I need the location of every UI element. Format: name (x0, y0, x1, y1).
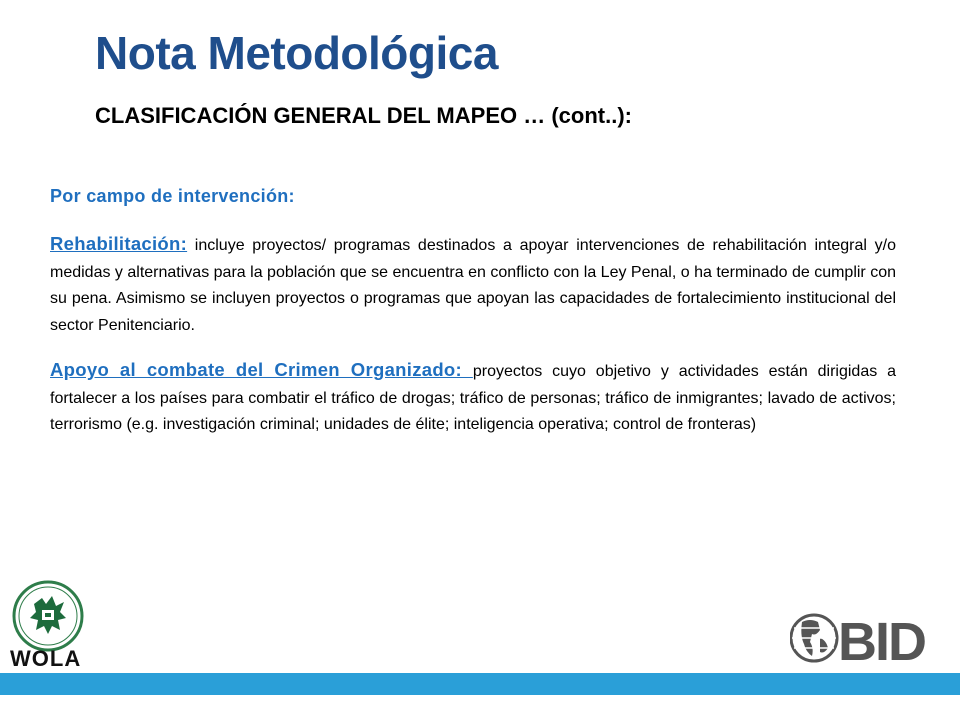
item-text: incluye proyectos/ programas destinados a apoyar intervenciones de rehabilitación integral y/o medidas y alternativas para la población que se encuentra en conflicto con la Ley Penal, o ha terminado de cumplir con su pena. Asimismo se incluyen proyectos o programas que apoyan las capacidades de fortalecimiento institucional del sector Penitenciario. (50, 237, 896, 334)
wola-logo-text: WOLA (10, 646, 82, 671)
item-term: Apoyo al combate del Crimen Organizado: (50, 359, 473, 380)
svg-text:BID: BID (838, 612, 925, 668)
footer-bar (0, 673, 960, 695)
bid-logo (790, 608, 940, 668)
page-title: Nota Metodológica (95, 27, 498, 79)
item-rehabilitacion (50, 231, 896, 339)
item-term: Rehabilitación: (50, 233, 188, 254)
main-content (50, 186, 896, 457)
section-heading: Por campo de intervención: (50, 186, 295, 206)
item-crimen-organizado (50, 357, 896, 439)
page-subtitle: CLASIFICACIÓN GENERAL DEL MAPEO … (cont..): (95, 103, 632, 128)
item-text: proyectos cuyo objetivo y actividades están dirigidas a fortalecer a los países para combatir el tráfico de drogas; tráfico de personas; tráfico de inmigrantes; lavado de activos; terrorismo (e.g. investigación criminal; unidades de élite; inteligencia operativa; control de fronteras) (50, 363, 896, 433)
